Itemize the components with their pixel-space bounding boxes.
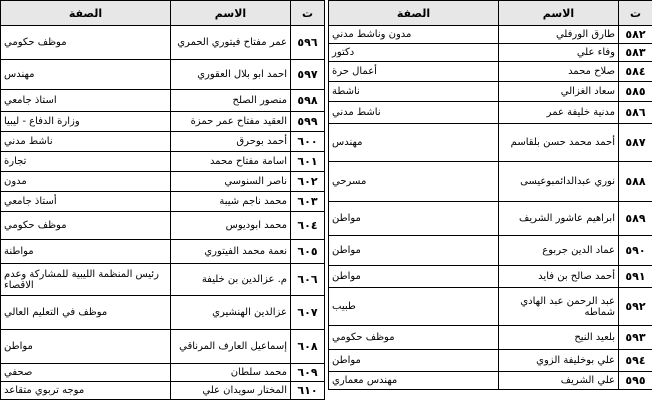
table-row <box>1 90 325 112</box>
row-description: طبيب <box>329 288 499 326</box>
table-row <box>1 382 325 400</box>
row-number: ٦٠٨ <box>291 330 325 364</box>
row-name: علي بوخليفة الزوي <box>499 350 619 372</box>
table-row <box>1 112 325 132</box>
row-description: أعمال حرة <box>329 62 499 82</box>
table-row <box>1 296 325 330</box>
row-name: ابراهيم عاشور الشريف <box>499 202 619 236</box>
row-name: عبد الرحمن عبد الهادي شماطه <box>499 288 619 326</box>
table-row <box>329 288 652 326</box>
table-row <box>1 152 325 172</box>
header-row <box>1 1 325 26</box>
row-description: مواطن <box>1 330 171 364</box>
table-row <box>1 192 325 212</box>
row-number: ٦٠٠ <box>291 132 325 152</box>
row-number: ٦٠٧ <box>291 296 325 330</box>
row-description: موجه تربوي متقاعد <box>1 382 171 400</box>
row-name: محمد ناجم شيبة <box>171 192 291 212</box>
table-row <box>329 202 652 236</box>
table-row <box>1 172 325 192</box>
row-name: احمد ابو بلال العقوري <box>171 60 291 90</box>
row-number: ٥٨٦ <box>619 102 652 124</box>
row-number: ٥٩٤ <box>619 350 652 372</box>
table-row <box>329 44 652 62</box>
row-name: نعمة محمد الفيتوري <box>171 240 291 264</box>
table-row <box>329 82 652 102</box>
row-number: ٦٠٤ <box>291 212 325 240</box>
row-description: مهندس <box>1 60 171 90</box>
row-name: بلعيد النيح <box>499 326 619 350</box>
header-num: ت <box>291 1 325 26</box>
row-number: ٥٨٥ <box>619 82 652 102</box>
row-description: ناشطة <box>329 82 499 102</box>
row-name: مدنية خليفة عمر <box>499 102 619 124</box>
row-description: رئيس المنظمة الليبية للمشاركة وعدم الاقصاء <box>1 264 171 296</box>
table-row <box>1 26 325 60</box>
row-name: عزالدين الهنشيري <box>171 296 291 330</box>
row-name: علي الشريف <box>499 372 619 390</box>
row-description: مهندس معماري <box>329 372 499 390</box>
row-number: ٦٠٩ <box>291 364 325 382</box>
table-row <box>329 372 652 390</box>
row-number: ٥٨٩ <box>619 202 652 236</box>
row-name: سعاد الغزالي <box>499 82 619 102</box>
row-name: اسامة مفتاح محمد <box>171 152 291 172</box>
row-number: ٥٨٤ <box>619 62 652 82</box>
row-number: ٥٩٣ <box>619 326 652 350</box>
row-number: ٥٩٧ <box>291 60 325 90</box>
row-description: مواطنة <box>1 240 171 264</box>
row-name: منصور الصلح <box>171 90 291 112</box>
row-description: دكتور <box>329 44 499 62</box>
table-row <box>1 364 325 382</box>
row-number: ٥٩٩ <box>291 112 325 132</box>
row-description: تجارة <box>1 152 171 172</box>
row-name: أحمد محمد حسن بلقاسم <box>499 124 619 162</box>
row-name: أحمد صالح بن فايد <box>499 266 619 288</box>
row-name: نوري عبدالدائمبوعيسى <box>499 162 619 202</box>
row-name: محمد ابوديوس <box>171 212 291 240</box>
row-number: ٦٠٥ <box>291 240 325 264</box>
table-row <box>329 102 652 124</box>
table-row <box>1 212 325 240</box>
row-number: ٥٩٢ <box>619 288 652 326</box>
row-description: مواطن <box>329 202 499 236</box>
row-number: ٥٩٦ <box>291 26 325 60</box>
header-name: الاسم <box>171 1 291 26</box>
row-description: مواطن <box>329 350 499 372</box>
row-number: ٥٩٠ <box>619 236 652 266</box>
row-name: صلاح محمد <box>499 62 619 82</box>
row-name: طارق الورفلي <box>499 26 619 44</box>
table-row <box>329 124 652 162</box>
row-number: ٥٩٨ <box>291 90 325 112</box>
row-name: أحمد بوحرق <box>171 132 291 152</box>
header-desc: الصفة <box>1 1 171 26</box>
table-row <box>329 26 652 44</box>
row-number: ٦٠٣ <box>291 192 325 212</box>
table-row <box>1 330 325 364</box>
row-name: م. عزالدين بن خليفة <box>171 264 291 296</box>
row-name: العقيد مفتاح عمر حمزة <box>171 112 291 132</box>
row-description: مدون <box>1 172 171 192</box>
row-name: وفاء علي <box>499 44 619 62</box>
table-row <box>1 132 325 152</box>
row-description: ناشط مدني <box>329 102 499 124</box>
row-name: محمد سلطان <box>171 364 291 382</box>
row-description: استاذ جامعي <box>1 90 171 112</box>
row-description: موظف حكومي <box>329 326 499 350</box>
table-row <box>1 264 325 296</box>
row-name: عماد الدين جربوع <box>499 236 619 266</box>
left-table <box>0 0 325 400</box>
row-number: ٥٩٥ <box>619 372 652 390</box>
row-number: ٥٨٧ <box>619 124 652 162</box>
table-row <box>329 266 652 288</box>
row-name: المختار سويدان علي <box>171 382 291 400</box>
table-row <box>329 350 652 372</box>
row-number: ٥٨٣ <box>619 44 652 62</box>
row-description: ناشط مدني <box>1 132 171 152</box>
row-number: ٥٨٢ <box>619 26 652 44</box>
row-description: وزارة الدفاع - ليبيا <box>1 112 171 132</box>
row-description: موظف حكومي <box>1 212 171 240</box>
row-number: ٦٠٢ <box>291 172 325 192</box>
row-number: ٥٩١ <box>619 266 652 288</box>
header-row <box>329 1 652 26</box>
table-row <box>1 240 325 264</box>
row-description: موظف حكومي <box>1 26 171 60</box>
row-description: موظف في التعليم العالي <box>1 296 171 330</box>
header-num: ت <box>619 1 652 26</box>
row-description: مهندس <box>329 124 499 162</box>
table-row <box>329 236 652 266</box>
header-desc: الصفة <box>329 1 499 26</box>
header-name: الاسم <box>499 1 619 26</box>
row-number: ٦٠٦ <box>291 264 325 296</box>
right-table <box>328 0 652 390</box>
row-description: مسرحي <box>329 162 499 202</box>
table-row <box>329 162 652 202</box>
row-name: إسماعيل العارف المرناقي <box>171 330 291 364</box>
table-row <box>329 326 652 350</box>
row-description: مواطن <box>329 236 499 266</box>
table-row <box>329 62 652 82</box>
row-description: مواطن <box>329 266 499 288</box>
row-number: ٦١٠ <box>291 382 325 400</box>
row-number: ٦٠١ <box>291 152 325 172</box>
row-description: مدون وناشط مدني <box>329 26 499 44</box>
row-description: صحفي <box>1 364 171 382</box>
row-description: أستاذ جامعي <box>1 192 171 212</box>
row-name: عمر مفتاح فيتوري الحمري <box>171 26 291 60</box>
row-number: ٥٨٨ <box>619 162 652 202</box>
table-row <box>1 60 325 90</box>
row-name: ناصر السنوسي <box>171 172 291 192</box>
